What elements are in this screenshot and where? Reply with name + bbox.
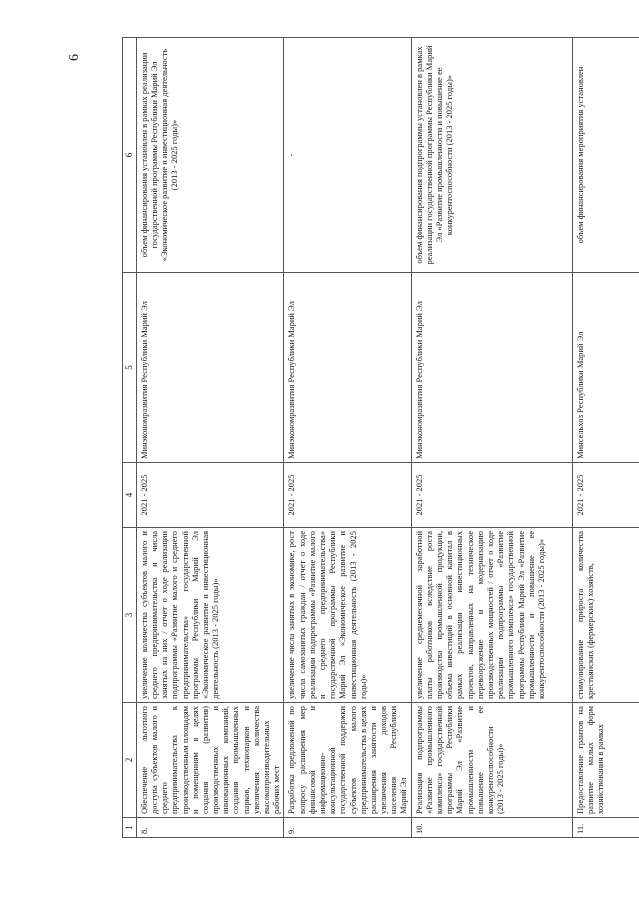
row-number: 9.: [284, 818, 411, 838]
period-cell: 2021 - 2025: [411, 463, 572, 528]
measure-cell: Разработка предложений по вопросу расширения мер финансовой и информационно-консультационной государственной поддержки субъектов малого предпринимательства в целях расширения занятости и увеличения доходов населения Республики Марий Эл: [284, 703, 411, 818]
result-cell: увеличение числа занятых в экономике, рост числа самозанятых граждан / отчет о ходе реализации подпрограммы «Развитие малого и среднего предпринимательства» государственной программы Республики Марий Эл «Экономическое развитие и инвестиционная деятельность (2013 - 2025 годы)»: [284, 528, 411, 703]
column-header: 4: [123, 463, 137, 528]
column-header: 6: [123, 38, 137, 273]
executor-cell: Минэкономразвития Республики Марий Эл: [284, 273, 411, 463]
table-row: [572, 38, 639, 838]
period-cell: 2021 - 2025: [572, 463, 639, 528]
result-cell: стимулирование прироста количества крестьянских (фермерских) хозяйств,: [572, 528, 639, 703]
funding-cell: -: [284, 38, 411, 273]
table-row: [284, 38, 411, 838]
measure-cell: Предоставление грантов на развитие малых форм хозяйствования в рамках: [572, 703, 639, 818]
funding-cell: объем финансирования установлен в рамках реализации государственной программы Республики Марий Эл «Экономическое развитие и инвестиционная деятельность (2013 - 2025 годы)»: [136, 38, 284, 273]
period-cell: 2021 - 2025: [136, 463, 284, 528]
executor-cell: Минэкономразвития Республики Марий Эл: [411, 273, 572, 463]
page-number: 6: [67, 54, 82, 61]
row-number: 8.: [136, 818, 284, 838]
row-number: 10.: [411, 818, 572, 838]
funding-cell: объем финансирования подпрограммы установлен в рамках реализации государственной программы Республики Марий Эл «Развитие промышленности и повышение ее конкурентоспособности (2013 - 2025 годы)»: [411, 38, 572, 273]
executor-cell: Минсельхоз Республики Марий Эл: [572, 273, 639, 463]
row-number: 11.: [572, 818, 639, 838]
column-header: 2: [123, 703, 137, 818]
column-header: 5: [123, 273, 137, 463]
table-header-row: [123, 38, 137, 838]
period-cell: 2021 - 2025: [284, 463, 411, 528]
table-row: [411, 38, 572, 838]
result-cell: увеличение среднемесячной заработной платы работников вследствие роста производства промышленной продукции, объема инвестиций в основной капитал в рамках реализации инвестиционных проектов, направленных на техническое перевооружение и модернизацию производственных мощностей / отчет о ходе реализации подпрограммы «Развитие промышленного комплекса» государственной программы Республики Марий Эл «Развитие промышленности и повышение ее конкурентоспособности (2013 - 2025 годы)»: [411, 528, 572, 703]
measure-cell: Обеспечение льготного доступа субъектов малого и среднего предпринимательства к производственным площадям и помещениям в целях создания (развития) производственных и инновационных компаний, создания промышленных парков, технопарков и увеличения количества высокопроизводительных рабочих мест: [136, 703, 284, 818]
measures-table: [122, 37, 639, 838]
table-row: [136, 38, 284, 838]
executor-cell: Минэкономразвития Республики Марий Эл: [136, 273, 284, 463]
measure-cell: Реализация подпрограммы «Развитие промышленного комплекса» государственной программы Республики Марий Эл «Развитие промышленности и повышение ее конкурентоспособности (2013 - 2025 годы)»: [411, 703, 572, 818]
funding-cell: объем финансирования мероприятия установлен: [572, 38, 639, 273]
result-cell: увеличение количества субъектов малого и среднего предпринимательства и числа занятых на них / отчет о ходе реализации подпрограммы «Развитие малого и среднего предпринимательства» государственной программы Республики Марий Эл «Экономическое развитие и инвестиционная деятельность (2013 - 2025 годы)»: [136, 528, 284, 703]
column-header: 3: [123, 528, 137, 703]
column-header: 1: [123, 818, 137, 838]
